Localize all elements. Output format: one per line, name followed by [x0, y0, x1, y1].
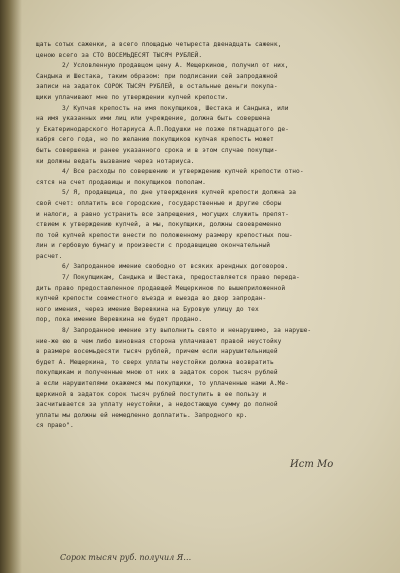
text-line: расчет. [36, 252, 63, 260]
text-line: сятся на счет продавицы и покупщиков пополам. [36, 178, 206, 186]
text-line: дить право предоставленное продавщей Мещеркиною по вышеприложенной [36, 284, 286, 292]
text-line: 3/ Купчая крепость на имя покупщиков, Шестака и Сандыка, или [62, 104, 289, 112]
text-line: ся право". [36, 422, 74, 430]
binding-shadow [0, 0, 22, 573]
text-line: лин и гербовую бумагу и произвести с продавщицею окончательный [36, 242, 271, 250]
handwritten-footer: Сорок тысяч руб. получил Я… [60, 553, 192, 562]
text-line: ствием к утверждению купчей, а мы, покупщики, должны своевременно [36, 221, 282, 229]
text-line: уплаты мы должны ей немедленно доплатить. Запродного кр. [36, 411, 248, 419]
text-line: записи на задаток СОРОК ТЫСЯЧ РУБЛЕЙ, в остальные деньги покупа- [36, 83, 278, 91]
text-line: по той купчей крепости внести по положенному размеру крепостных пош- [36, 231, 293, 239]
text-line: 5/ Я, продавщица, по дне утверждения купчей крепости должна за [62, 189, 297, 197]
inline-signature: Ист Мо [290, 459, 334, 470]
text-line: щеркиной в задаток сорок тысяч рублей поступить в ее пользу и [36, 390, 267, 398]
text-line: а если нарушителями окажемся мы покупщики, то уплаченные нами А.Ме- [36, 380, 289, 387]
text-line: и налоги, а равно устранить все запрещения, могущих служить препят- [36, 210, 289, 218]
text-line: кабря сего года, но по желанию покупщиков купчая крепость может [36, 136, 274, 144]
text-line: 6/ Запроданное имение свободно от всяких арендных договоров. [62, 263, 289, 271]
text-line: 8/ Запроданное имение эту выполнить свято и ненарушимо, за наруше- [62, 327, 312, 335]
text-line: купчей крепости совместного въезда и выезда во двор запродан- [36, 295, 267, 303]
document-body [36, 40, 386, 432]
text-line: щать сотых саженки, а всего площадью четыреста двенадцать саженк, [36, 41, 282, 48]
text-line: быть совершена и ранее указанного срока и в этом случае покупщи- [36, 146, 278, 154]
text-line: покупщикам и полученные мною от них в задаток сорок тысяч рублей [36, 369, 278, 377]
text-line: ние-же ею в чем либо виновная сторона уплачивает правой неустойку [36, 337, 282, 345]
text-line: ценою всего за СТО ВОСЕМЬДЕСЯТ ТЫСЯЧ РУБЛЕЙ. [36, 51, 203, 59]
text-line: на имя указанных ими лиц или учреждение, должна быть совершена [36, 115, 271, 123]
text-line: свой счет: оплатить все городские, государственные и другие сборы [36, 199, 282, 207]
text-line: будет А. Мещеркина, то сверх уплаты неустойки должна возвратить [36, 358, 274, 366]
text-line: 4/ Все расходы по совершению и утверждению купчей крепости отно- [62, 168, 304, 176]
text-line: ного имения, через имение Веревкина на Буровую улицу до тех [36, 305, 259, 313]
text-line: 2/ Условленную продавцом цену А. Мещеркиною, получил от них, [62, 62, 289, 70]
text-line: щики уплачивают мне по утверждении купчей крепости. [36, 93, 229, 101]
text-line: пор, пока имение Веревкина не будет продано. [36, 316, 203, 324]
text-line: засчитывается за уплату неустойки, а недостающую сумму до полной [36, 401, 278, 409]
text-line: Сандыка и Шестака, таким образом: при подписании сей запродажной [36, 72, 278, 80]
text-line: 7/ Покупщикам, Сандыка и Шестака, предоставляется право переда- [62, 274, 300, 282]
text-line: ки должны ведать вызвание через нотариуса. [36, 157, 195, 165]
text-line: у Екатеринодарского Нотариуса А.П.Подушки не позже пятнадцатого де- [36, 125, 289, 133]
text-line: в размере восемьдесяти тысяч рублей, причем если нарушительницей [36, 348, 278, 356]
